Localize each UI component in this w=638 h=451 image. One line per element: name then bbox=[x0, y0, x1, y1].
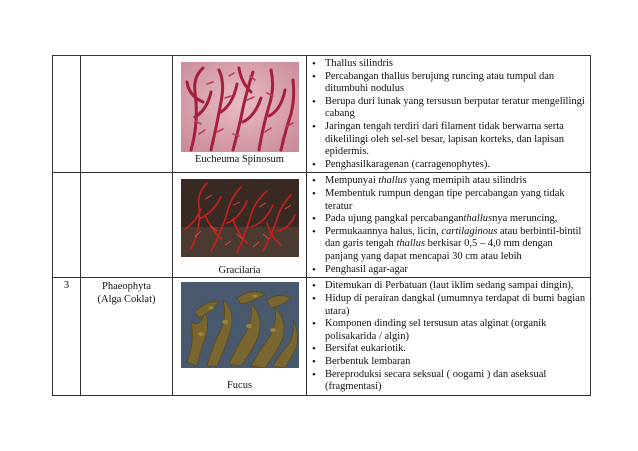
list-item: • Membentuk rumpun dengan tipe percabangan yang tidak teratur bbox=[307, 188, 586, 213]
list-item: • Bereproduksi secara seksual ( oogami ) dan aseksual (fragmentasi) bbox=[307, 369, 586, 394]
list-item: • Berbentuk lembaran bbox=[307, 356, 586, 369]
list-item: • Thallus silindris bbox=[307, 58, 586, 71]
list-item: • Permukaannya halus, licin, cartilaginous atau berbintil-bintil dan garis tengah thallus berkisar 0,5 – 4,0 mm dengan panjang yang dapat mencapai 30 cm atau lebih bbox=[307, 226, 586, 264]
image-caption: Fucus bbox=[226, 380, 253, 392]
list-item: • Percabangan thallus berujung runcing atau tumpul dan ditumbuhi nodulus bbox=[307, 71, 586, 96]
list-item: • Komponen dinding sel tersusun atas alginat (organik polisakarida / algin) bbox=[307, 318, 586, 343]
list-item: • Bersifat eukariotik. bbox=[307, 343, 586, 356]
description-cell bbox=[307, 173, 591, 278]
number-cell bbox=[53, 56, 81, 173]
list-item: • Pada ujung pangkal percabanganthallusnya meruncing, bbox=[307, 213, 586, 226]
description-list bbox=[307, 173, 590, 277]
table-row bbox=[53, 56, 591, 173]
fucus-photo bbox=[181, 282, 299, 368]
list-item: • Jaringan tengah terdiri dari filament tidak berwarna serta dikelilingi oleh sel-sel besar, lapisan korteks, dan lapisan epidermis. bbox=[307, 121, 586, 159]
gracilaria-photo bbox=[181, 179, 299, 257]
list-item: • Ditemukan di Perbatuan (laut iklim sedang sampai dingin), bbox=[307, 280, 586, 293]
image-cell bbox=[173, 173, 307, 278]
name-cell bbox=[81, 173, 173, 278]
list-item: • Mempunyai thallus yang memipih atau silindris bbox=[307, 175, 586, 188]
image-caption: Gracilaria bbox=[218, 265, 261, 277]
number-cell: 3 bbox=[53, 278, 81, 395]
algae-table bbox=[52, 55, 591, 396]
list-item: • Hidup di perairan dangkal (umumnya terdapat di bumi bagian utara) bbox=[307, 293, 586, 318]
image-cell bbox=[173, 56, 307, 173]
name-cell bbox=[81, 56, 173, 173]
list-item: • Penghasilkaragenan (carragenophytes). bbox=[307, 159, 586, 172]
phylum-common-name: (Alga Coklat) bbox=[97, 294, 156, 306]
table-row bbox=[53, 278, 591, 395]
phylum-name: Phaeophyta bbox=[102, 281, 151, 293]
eucheuma-photo bbox=[181, 62, 299, 152]
description-cell bbox=[307, 278, 591, 395]
number-cell bbox=[53, 173, 81, 278]
description-list bbox=[307, 56, 590, 172]
list-item: • Penghasil agar-agar bbox=[307, 264, 586, 277]
image-caption: Eucheuma Spinosum bbox=[195, 154, 284, 165]
table-row bbox=[53, 173, 591, 278]
description-list bbox=[307, 278, 590, 394]
list-item: • Berupa duri lunak yang tersusun berputar teratur mengelilingi cabang bbox=[307, 96, 586, 121]
image-cell bbox=[173, 278, 307, 395]
description-cell bbox=[307, 56, 591, 173]
name-cell bbox=[81, 278, 173, 395]
